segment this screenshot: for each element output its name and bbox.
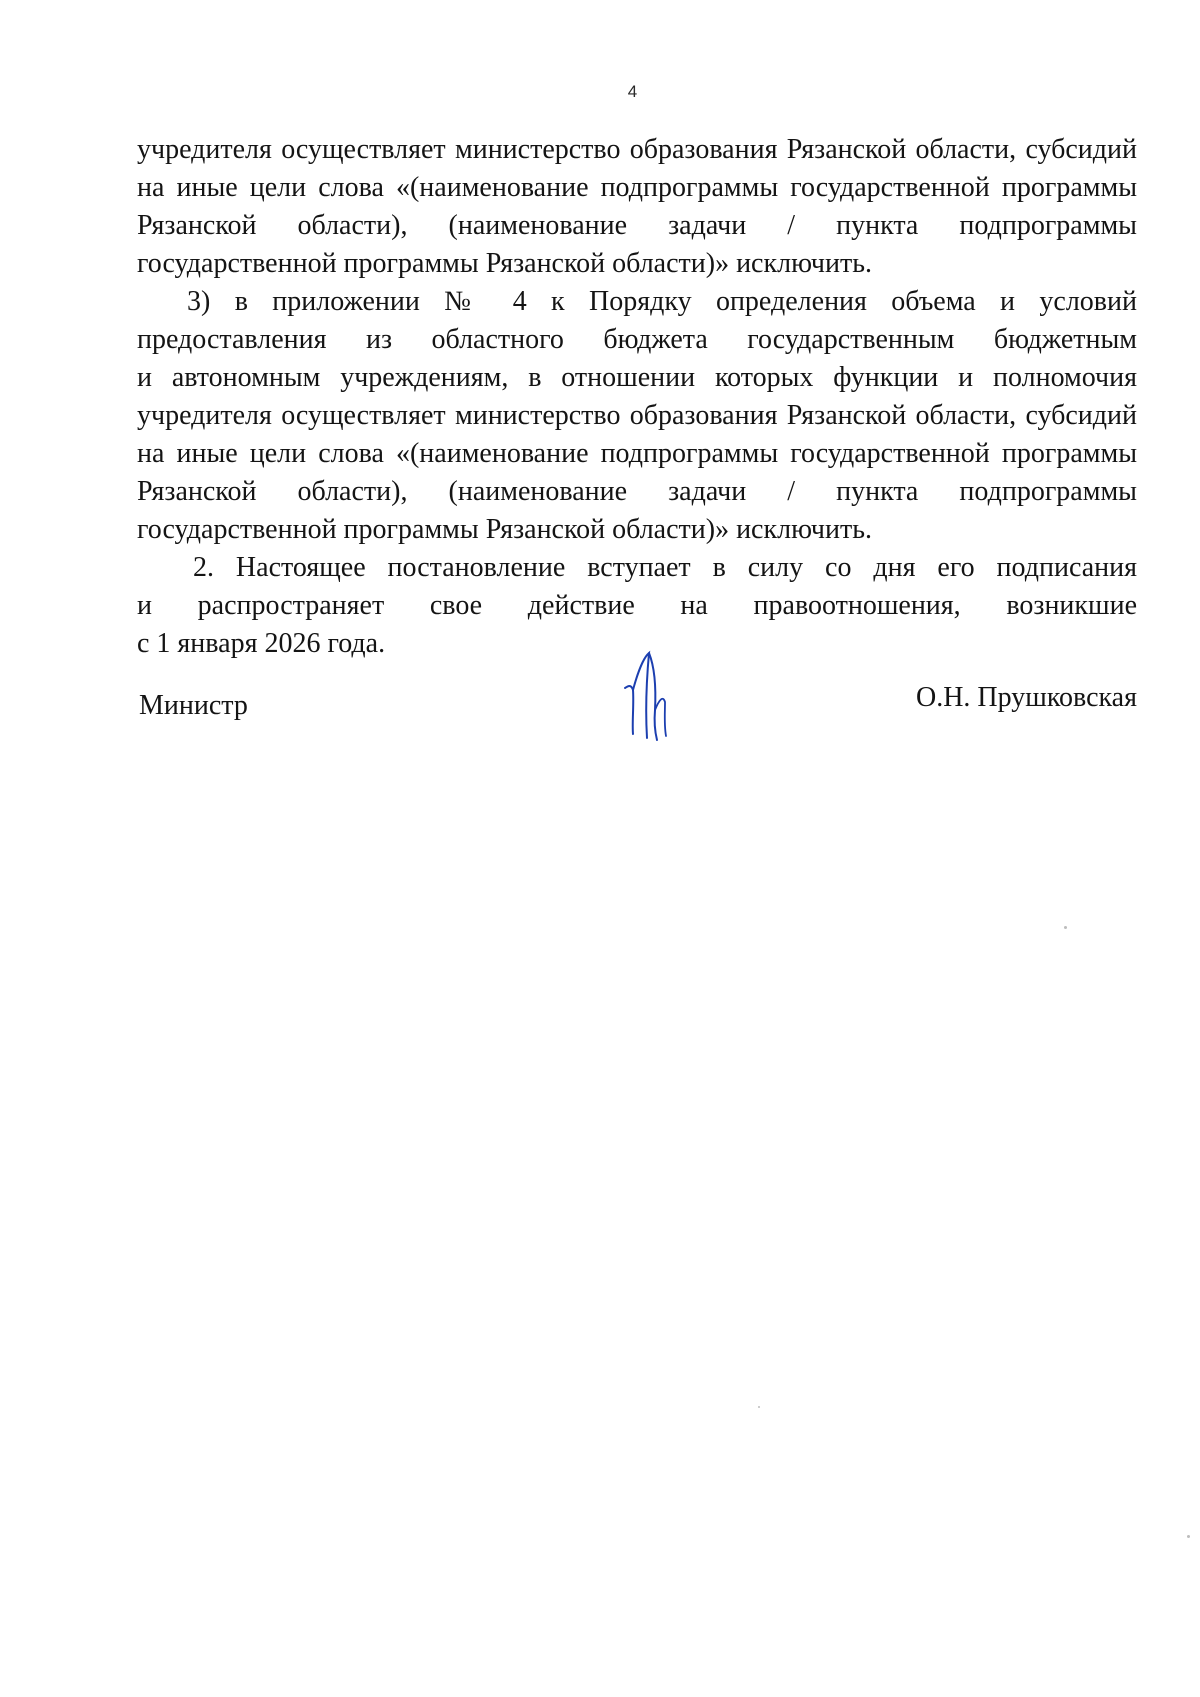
text-line: Рязанской области), (наименование задачи / пункта подпрограммы xyxy=(137,210,1137,241)
paragraph-clause-2 xyxy=(137,549,1137,663)
text-line: государственной программы Рязанской области)» исключить. xyxy=(137,248,872,279)
text-line: на иные цели слова «(наименование подпрограммы государственной программы xyxy=(137,172,1137,203)
page-number: 4 xyxy=(627,82,638,101)
scan-speck xyxy=(1064,926,1067,929)
signature-block xyxy=(137,650,1137,770)
text-line: Рязанской области), (наименование задачи / пункта подпрограммы xyxy=(137,476,1137,507)
text-line: 3) в приложении № 4 к Порядку определения объема и условий xyxy=(187,286,1137,317)
paragraph-continuation xyxy=(137,131,1137,283)
text-line: государственной программы Рязанской области)» исключить. xyxy=(137,514,872,545)
text-line: с 1 января 2026 года. xyxy=(137,628,386,659)
signatory-name: О.Н. Прушковская xyxy=(915,682,1137,713)
text-line: и автономным учреждениям, в отношении которых функции и полномочия xyxy=(137,362,1137,393)
document-body xyxy=(137,131,1137,663)
scan-speck xyxy=(1187,1535,1190,1538)
text-line: и распространяет свое действие на правоотношения, возникшие xyxy=(137,590,1137,621)
paragraph-item-3 xyxy=(137,283,1137,549)
scan-speck xyxy=(758,1406,760,1408)
signatory-title: Министр xyxy=(139,690,248,721)
handwritten-signature xyxy=(619,650,679,745)
text-line: учредителя осуществляет министерство образования Рязанской области, субсидий xyxy=(137,134,1137,165)
text-line: на иные цели слова «(наименование подпрограммы государственной программы xyxy=(137,438,1137,469)
text-line: предоставления из областного бюджета государственным бюджетным xyxy=(137,324,1137,355)
text-line: учредителя осуществляет министерство образования Рязанской области, субсидий xyxy=(137,400,1137,431)
text-line: 2. Настоящее постановление вступает в силу со дня его подписания xyxy=(193,552,1137,583)
